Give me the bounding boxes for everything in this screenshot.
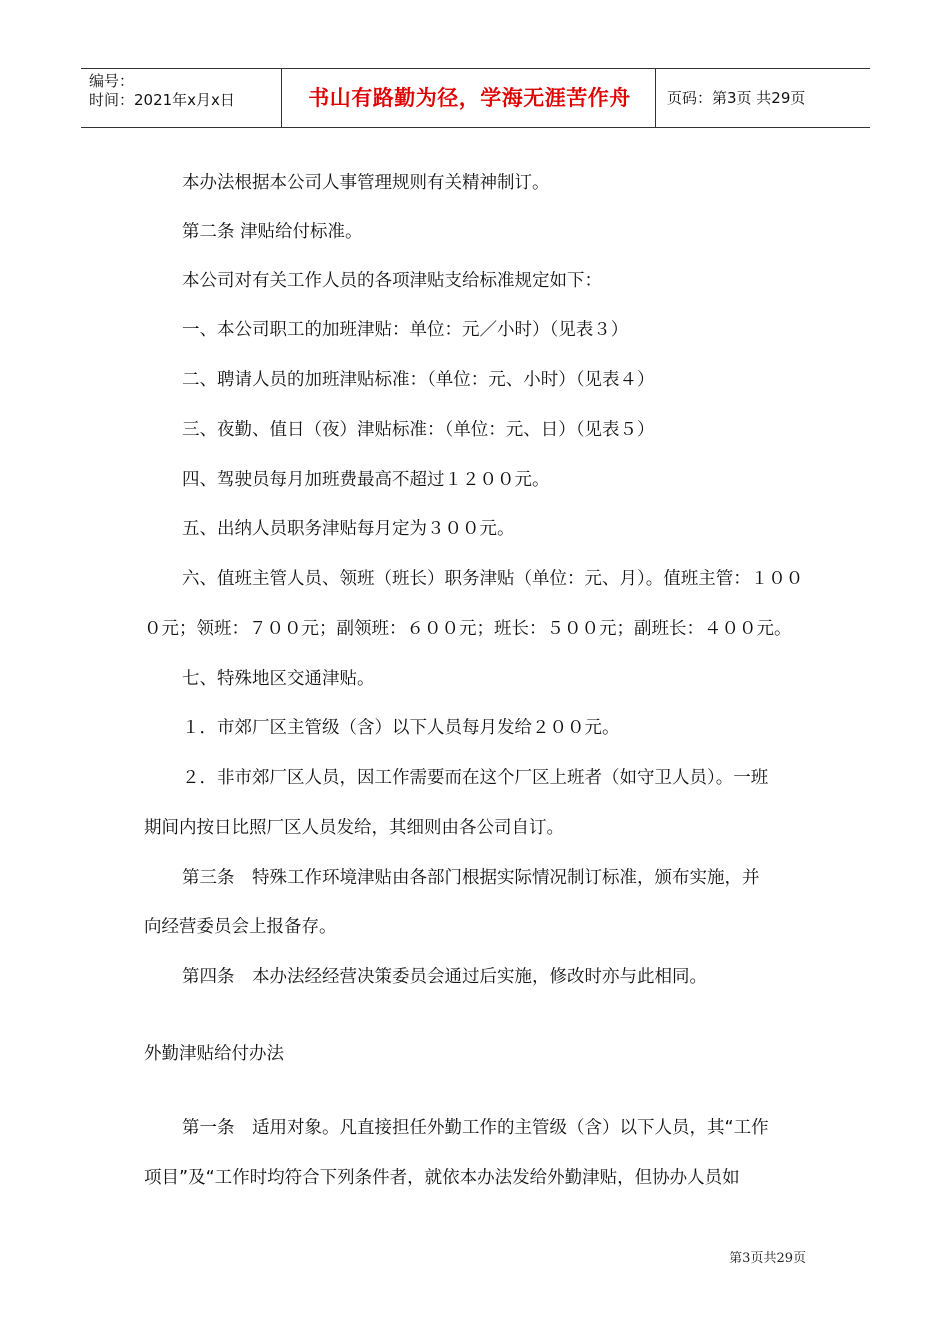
list-item: 四、驾驶员每月加班费最高不超过１２００元。 bbox=[182, 470, 550, 490]
paragraph-line: 本办法根据本公司人事管理规则有关精神制订。 bbox=[182, 173, 550, 193]
article-paragraph-continuation: 项目”及“工作时均符合下列条件者，就依本办法发给外勤津贴，但协办人员如 bbox=[144, 1168, 740, 1188]
page-footer: 第3页共29页 bbox=[729, 1251, 806, 1266]
header-time-label: 时间：2021年x月x日 bbox=[89, 91, 235, 109]
sub-list-item-continuation: 期间内按日比照厂区人员发给，其细则由各公司自订。 bbox=[144, 818, 564, 838]
header-page-label: 页码：第3页 共29页 bbox=[667, 89, 806, 107]
sub-list-item: １．市郊厂区主管级（含）以下人员每月发给２００元。 bbox=[182, 718, 620, 738]
list-item: 三、夜勤、值日（夜）津贴标准：（单位：元、日）（见表５） bbox=[182, 420, 655, 440]
list-item: 六、值班主管人员、领班（班长）职务津贴（单位：元、月）。值班主管：１００ bbox=[182, 569, 804, 589]
article-paragraph: 第三条 特殊工作环境津贴由各部门根据实际情况制订标准，颁布实施，并 bbox=[182, 868, 760, 888]
sub-list-item: ２．非市郊厂区人员，因工作需要而在这个厂区上班者（如守卫人员）。一班 bbox=[182, 768, 769, 788]
header-number-label: 编号： bbox=[89, 72, 135, 90]
list-item: 七、特殊地区交通津贴。 bbox=[182, 669, 375, 689]
header-meta bbox=[89, 72, 235, 110]
header-motto: 书山有路勤为径，学海无涯苦作舟 bbox=[308, 85, 631, 110]
article-paragraph: 第四条 本办法经经营决策委员会通过后实施，修改时亦与此相同。 bbox=[182, 967, 707, 987]
list-item: 二、聘请人员的加班津贴标准：（单位：元、小时）（见表４） bbox=[182, 370, 655, 390]
header-divider-left bbox=[281, 69, 282, 127]
page-header bbox=[81, 68, 870, 128]
section-title: 外勤津贴给付办法 bbox=[144, 1044, 284, 1064]
article-paragraph: 第一条 适用对象。凡直接担任外勤工作的主管级（含）以下人员，其“工作 bbox=[182, 1118, 769, 1138]
header-divider-right bbox=[655, 69, 656, 127]
article-paragraph-continuation: 向经营委员会上报备存。 bbox=[144, 917, 337, 937]
list-item: 一、本公司职工的加班津贴：单位：元／小时）（见表３） bbox=[182, 320, 629, 340]
article-heading: 第二条 津贴给付标准。 bbox=[182, 222, 363, 242]
paragraph-line: 本公司对有关工作人员的各项津贴支给标准规定如下： bbox=[182, 271, 602, 291]
list-item-continuation: ０元；领班：７００元；副领班：６００元；班长：５００元；副班长：４００元。 bbox=[144, 619, 792, 639]
list-item: 五、出纳人员职务津贴每月定为３００元。 bbox=[182, 519, 515, 539]
